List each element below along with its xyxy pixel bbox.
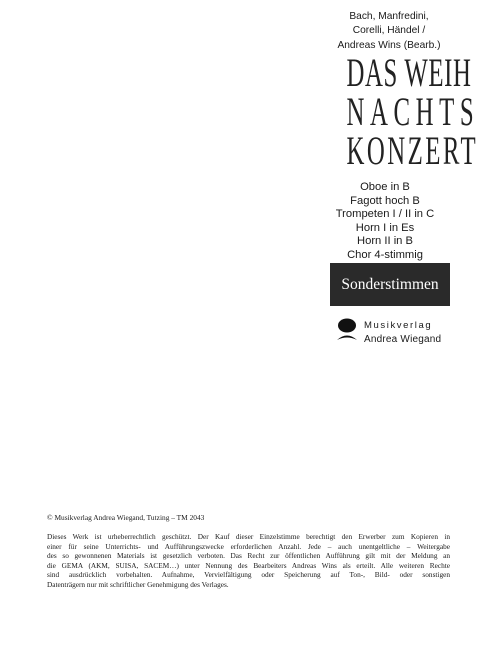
edition-banner <box>330 263 450 306</box>
publisher-emblem-icon <box>336 318 358 346</box>
copyright-notice: © Musikverlag Andrea Wiegand, Tutzing – TM 2043 <box>47 513 205 522</box>
publisher-name-line-1: Musikverlag <box>364 320 433 331</box>
composer-line: Andreas Wins (Bearb.) <box>337 39 441 51</box>
title-line-3: KONZERT <box>346 128 479 173</box>
banner-label: Sonderstimmen <box>341 275 439 293</box>
legal-line: Datenträgern nur mit schriftlicher Genehmigung des Verlages. <box>47 579 229 589</box>
legal-line: des so gewonnenen Materials ist gesetzlich verboten. Das Recht zur öffentlichen Aufführung gilt mit der Meldung an <box>47 551 450 561</box>
part-item: Fagott hoch B <box>350 194 420 207</box>
legal-line: Dieses Werk ist urheberrechtlich geschützt. Der Kauf dieser Einzelstimme berechtigt den Erwerber zum Kopieren in <box>47 532 450 541</box>
composer-line: Bach, Manfredini, <box>349 11 429 22</box>
part-item: Horn II in B <box>357 235 413 247</box>
publisher-logo <box>336 318 456 348</box>
title-line-2: NACHTS <box>346 89 480 134</box>
legal-line: sind ausdrücklich vorbehalten. Aufnahme, Vervielfältigung oder Speicherung auf Ton-, Bild- oder sonstigen <box>47 570 450 580</box>
legal-notice <box>47 532 450 590</box>
part-item: Chor 4-stimmig <box>347 248 423 261</box>
part-item: Oboe in B <box>360 181 410 193</box>
legal-line: die GEMA (AKM, SUISA, SACEM…) unter Nennung des Bearbeiters Andreas Wins als erteilt. Alle weiteren Rechte <box>47 560 450 570</box>
composer-line: Corelli, Händel / <box>352 25 426 37</box>
part-item: Horn I in Es <box>355 221 415 234</box>
instrument-parts-list <box>330 181 440 262</box>
publisher-name-line-2: Andrea Wiegand <box>364 334 442 345</box>
legal-line: einer für seine Unterrichts- und Aufführungszwecke erforderlichen Anzahl. Jede – auch unentgeltliche – Weitergabe <box>47 541 450 551</box>
part-item: Trompeten I / II in C <box>335 208 435 220</box>
composer-credits <box>300 10 478 53</box>
title-line-1: DAS WEIH <box>346 50 472 95</box>
